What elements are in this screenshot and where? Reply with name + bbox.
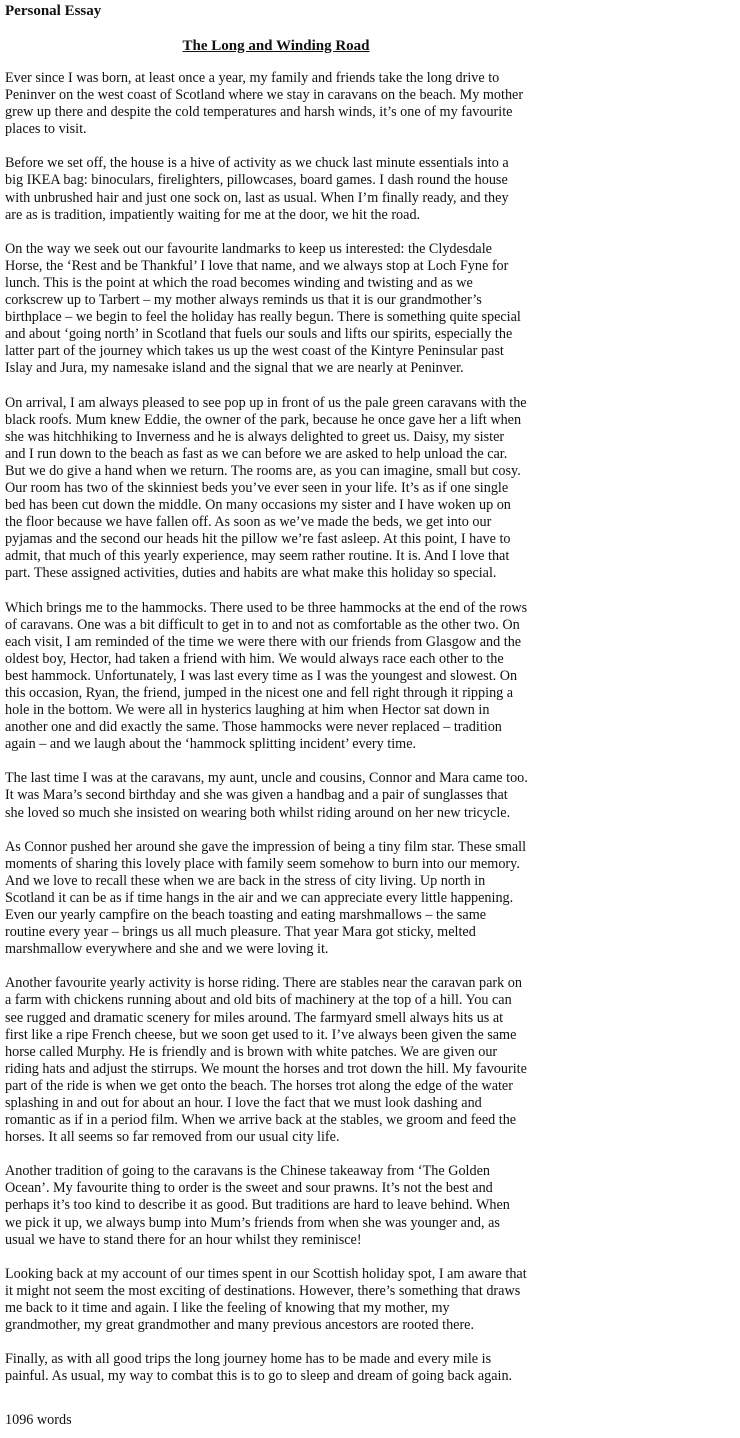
paragraph-line: Peninver on the west coast of Scotland where we stay in caravans on the beach. My mother [5,87,524,104]
paragraph-line: first like a ripe French cheese, but we soon get used to it. I’ve always been given the same [5,1026,517,1043]
paragraph-line: a farm with chickens running about and old bits of machinery at the top of a hill. You can [5,992,512,1009]
paragraph-line: But we do give a hand when we return. The rooms are, as you can imagine, small but cosy. [5,462,521,479]
paragraph-line: grew up there and despite the cold temperatures and harsh winds, it’s one of my favourite [5,104,513,121]
paragraph-line: riding hats and adjust the stirrups. We mount the horses and trot down the hill. My favourite [5,1060,527,1077]
essay-body [5,70,565,1402]
paragraph-line: Looking back at my account of our times spent in our Scottish holiday spot, I am aware that [5,1265,527,1282]
paragraph-line: and I run down to the beach as fast as we can before we are asked to help unload the car. [5,445,508,462]
paragraph-line: she loved so much she insisted on wearing both whilst riding around on her new tricycle. [5,804,511,821]
paragraph-line: part of the ride is when we get onto the beach. The horses trot along the edge of the water [5,1077,513,1094]
paragraph-line: horses. It all seems so far removed from our usual city life. [5,1129,340,1146]
paragraph-line: places to visit. [5,121,87,138]
paragraph-line: Ocean’. My favourite thing to order is the sweet and sour prawns. It’s not the best and [5,1180,493,1197]
paragraph-line: again – and we laugh about the ‘hammock splitting incident’ every time. [5,736,417,753]
paragraph-line: Scotland it can be as if time hangs in the air and we can appreciate every little happening. [5,889,514,906]
paragraph-line: each visit, I am reminded of the time we were there with our friends from Glasgow and the [5,633,522,650]
paragraph-line: me back to it time and again. I like the feeling of knowing that my mother, my [5,1299,450,1316]
paragraph-line: she was hitchhiking to Inverness and he is always delighted to greet us. Daisy, my sister [5,428,505,445]
paragraph-line: bed has been cut down the middle. On many occasions my sister and I have woken up on [5,497,511,514]
paragraph-line: Which brings me to the hammocks. There used to be three hammocks at the end of the rows [5,599,528,616]
paragraph-line: birthplace – we begin to feel the holiday has really begun. There is something quite special [5,309,521,326]
paragraph-line: of caravans. One was a bit difficult to get in to and not as comfortable as the other two. On [5,616,520,633]
paragraph-line: admit, that much of this yearly experience, may seem rather routine. It is. And I love that [5,548,510,565]
paragraph-line: this occasion, Ryan, the friend, jumped in the nicest one and fell right through it ripping a [5,685,514,701]
paragraph-line: see rugged and dramatic scenery for miles around. The farmyard smell always hits us at [5,1009,504,1026]
paragraph-line: pyjamas and the second our heads hit the pillow we’re fast asleep. At this point, I have to [5,531,511,548]
essay-paragraph [5,839,565,959]
essay-paragraph [5,1266,565,1334]
essay-title: The Long and Winding Road [182,38,370,54]
paragraph-line: On the way we seek out our favourite landmarks to keep us interested: the Clydesdale [5,240,492,257]
paragraph-line: Even our yearly campfire on the beach toasting and eating marshmallows – the same [5,907,487,924]
paragraph-line: black roofs. Mum knew Eddie, the owner of the park, because he once gave her a lift when [5,411,522,428]
paragraph-line: with unbrushed hair and just one sock on, last as usual. When I’m finally ready, and they [5,189,509,206]
paragraph-line: big IKEA bag: binoculars, firelighters, pillowcases, board games. I dash round the house [5,172,508,189]
paragraph-line: Another favourite yearly activity is horse riding. There are stables near the caravan park on [5,975,522,992]
paragraph-line: and about ‘going north’ in Scotland that fuels our souls and lifts our spirits, especially the [5,326,513,343]
paragraph-line: part. These assigned activities, duties and habits are what make this holiday so special. [5,565,497,582]
paragraph-line: Ever since I was born, at least once a year, my family and friends take the long drive to [5,70,500,86]
paragraph-line: marshmallow everywhere and she and we were loving it. [5,941,329,958]
essay-paragraph [5,70,565,138]
paragraph-line: Finally, as with all good trips the long journey home has to be made and every mile is [5,1351,492,1368]
essay-paragraph [5,395,565,583]
paragraph-line: oldest boy, Hector, had taken a friend with him. We would always race each other to the [5,650,504,667]
paragraph-line: grandmother, my great grandmother and many previous ancestors are rooted there. [5,1317,475,1333]
paragraph-line: Before we set off, the house is a hive of activity as we chuck last minute essentials into a [5,155,509,172]
paragraph-line: Another tradition of going to the caravans is the Chinese takeaway from ‘The Golden [5,1163,490,1180]
paragraph-line: it might not seem the most exciting of destinations. However, there’s something that draws [5,1282,521,1299]
paragraph-line: The last time I was at the caravans, my aunt, uncle and cousins, Connor and Mara came too. [5,770,528,787]
essay-paragraph [5,1351,565,1385]
paragraph-line: another one and did exactly the same. Those hammocks were never replaced – tradition [5,719,502,736]
paragraph-line: painful. As usual, my way to combat this is to go to sleep and dream of going back again. [5,1368,513,1385]
paragraph-line: lunch. This is the point at which the road becomes winding and twisting and as we [5,274,473,291]
paragraph-line: best hammock. Unfortunately, I was last every time as I was the youngest and slowest. On [5,667,518,684]
paragraph-line: Islay and Jura, my namesake island and the signal that we are nearly at Peninver. [5,360,464,377]
paragraph-line: It was Mara’s second birthday and she was given a handbag and a pair of sunglasses that [5,787,508,804]
paragraph-line: And we love to recall these when we are back in the stress of city living. Up north in [5,872,486,889]
essay-paragraph [5,975,565,1146]
essay-paragraph [5,600,565,754]
essay-paragraph [5,1163,565,1248]
paragraph-line: splashing in and out for about an hour. I love the fact that we must look dashing and [5,1094,482,1111]
essay-paragraph [5,241,565,378]
paragraph-line: the floor because we have fallen off. As soon as we’ve made the beds, we get into our [5,514,492,531]
paragraph-line: corkscrew up to Tarbert – my mother always reminds us that it is our grandmother’s [5,292,482,309]
essay-paragraph [5,155,565,223]
essay-paragraph [5,770,565,821]
paragraph-line: On arrival, I am always pleased to see pop up in front of us the pale green caravans with the [5,394,527,411]
paragraph-line: moments of sharing this lovely place with family seem somehow to burn into our memory. [5,855,520,872]
paragraph-line: perhaps it’s too kind to describe it as good. But traditions are hard to leave behind. When [5,1197,510,1214]
paragraph-line: Horse, the ‘Rest and be Thankful’ I love that name, and we always stop at Loch Fyne for [5,257,509,274]
paragraph-line: usual we have to stand there for an hour whilst they reminisce! [5,1231,362,1248]
paragraph-line: horse called Murphy. He is friendly and is brown with white patches. We are given our [5,1043,498,1060]
paragraph-line: we pick it up, we always bump into Mum’s friends from when she was younger and, as [5,1214,500,1231]
word-count: 1096 words [5,1412,72,1428]
paragraph-line: Our room has two of the skinniest beds you’ve ever seen in your life. It’s as if one single [5,479,509,496]
paragraph-line: romantic as if in a period film. When we arrive back at the stables, we groom and feed the [5,1112,517,1129]
paragraph-line: hole in the bottom. We were all in hysterics laughing at him when Hector sat down in [5,702,490,719]
paragraph-line: As Connor pushed her around she gave the impression of being a tiny film star. These small [5,838,527,855]
document-label: Personal Essay [5,3,102,19]
paragraph-line: routine every year – brings us all much pleasure. That year Mara got sticky, melted [5,924,476,941]
paragraph-line: are as is tradition, impatiently waiting for me at the door, we hit the road. [5,206,421,223]
paragraph-line: latter part of the journey which takes us up the west coast of the Kintyre Peninsular past [5,343,504,360]
